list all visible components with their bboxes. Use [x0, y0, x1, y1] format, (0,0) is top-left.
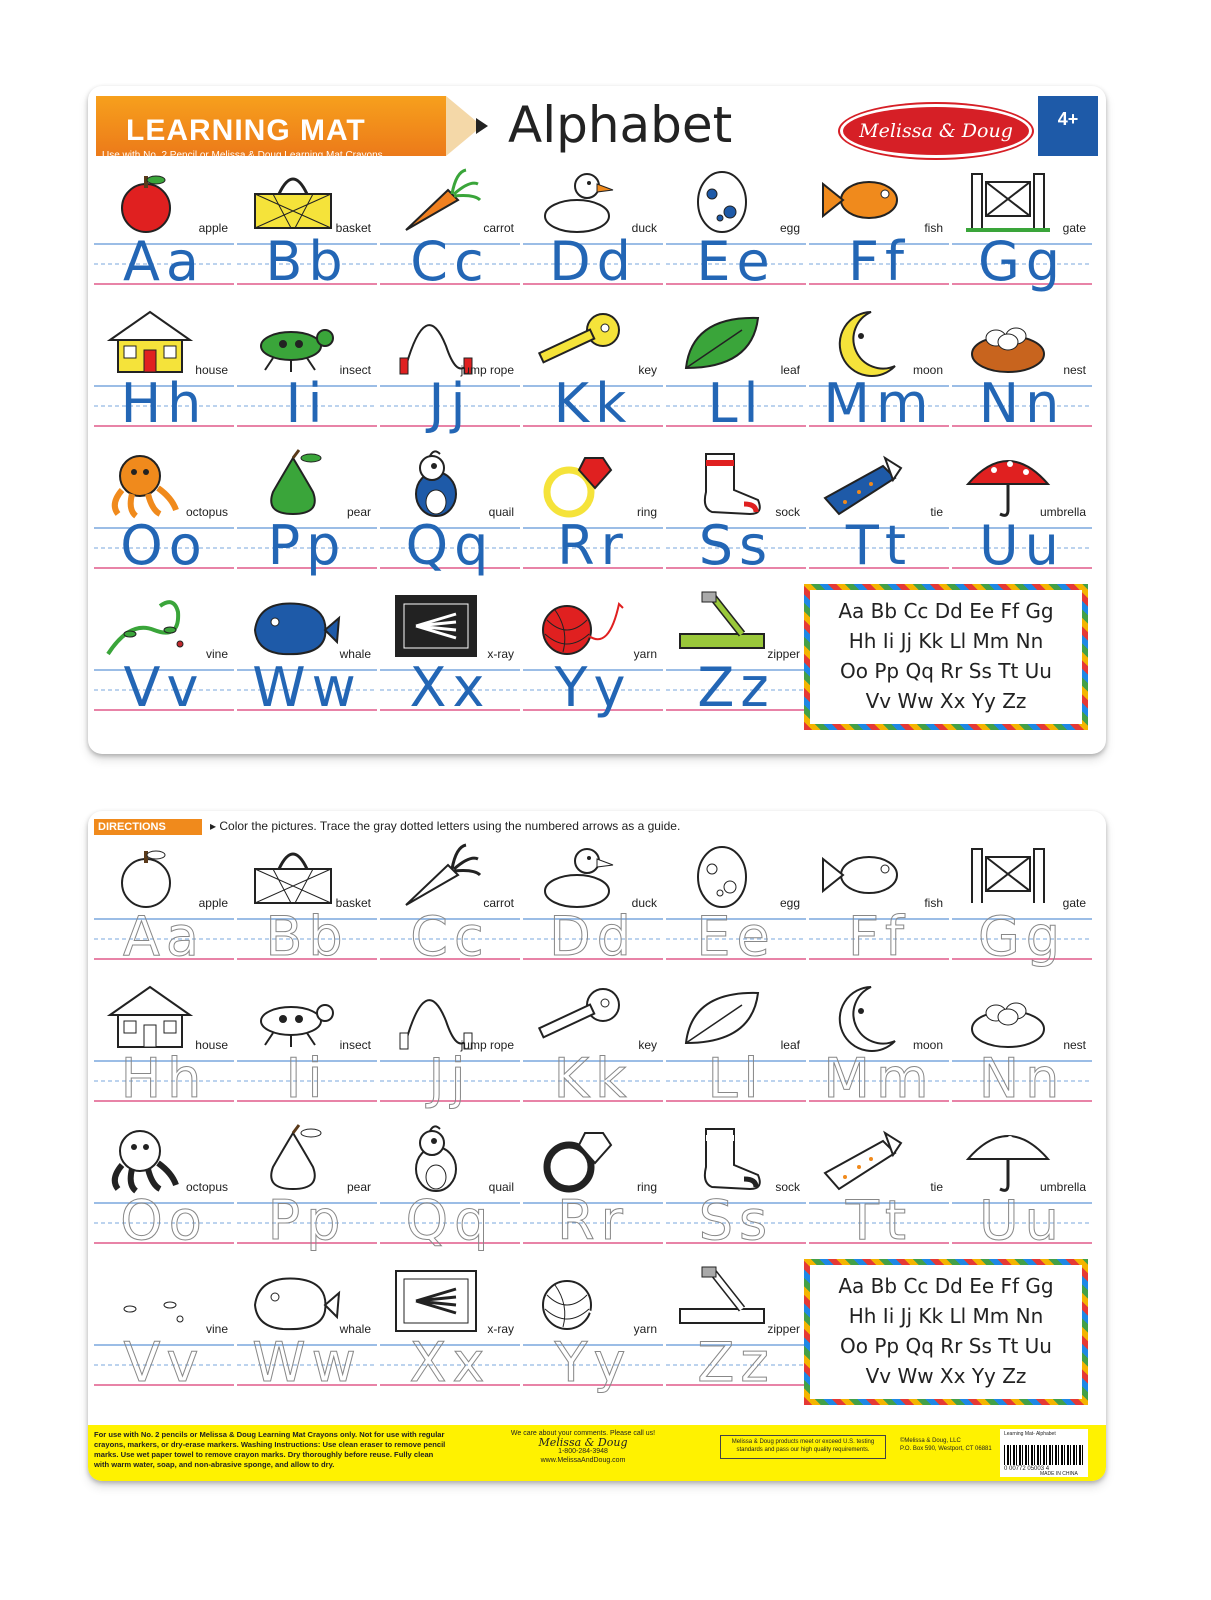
letter-cell-dd: [523, 839, 663, 979]
picture-word: leaf: [780, 1038, 800, 1052]
gate-icon: [958, 839, 1058, 911]
fish-icon: [815, 164, 915, 236]
trace-letters: Vv: [123, 1331, 205, 1394]
learning-mat-trace: [88, 811, 1106, 1481]
picture-word: vine: [205, 1322, 228, 1336]
ring-icon: [529, 1123, 629, 1195]
contact-phone: 1-800-284-3948: [558, 1448, 608, 1455]
directions-label: DIRECTIONS: [94, 819, 202, 835]
insect-icon: [243, 981, 343, 1053]
picture-word: yarn: [633, 1322, 657, 1336]
letter-cell-dd: [523, 164, 663, 304]
basket-icon: [243, 164, 343, 236]
trace-letters: Mm: [823, 1047, 935, 1110]
picture-word: zipper: [767, 1322, 800, 1336]
contact-info: [508, 1429, 658, 1465]
letter-pair: Gg: [977, 230, 1067, 293]
letter-pair: Ff: [847, 230, 911, 293]
picture-word: whale: [339, 1322, 371, 1336]
picture-word: ring: [636, 1180, 657, 1194]
picture-word: tie: [930, 1180, 943, 1194]
letter-pair: Rr: [557, 514, 629, 577]
picture-word: jump rope: [460, 1038, 514, 1052]
safety-notice: Melissa & Doug products meet or exceed U.S. testing standards and pass our high quality requirements.: [720, 1435, 886, 1459]
reference-line-2: Hh Ii Jj Kk Ll Mm Nn: [848, 1304, 1044, 1328]
picture-word: nest: [1063, 363, 1086, 377]
picture-word: apple: [198, 896, 228, 910]
letter-cell-aa: [94, 164, 234, 304]
letter-cell-gg: [952, 839, 1092, 979]
trace-letters: Pp: [267, 1189, 347, 1252]
picture-word: moon: [912, 363, 943, 377]
letter-cell-yy: [523, 1265, 663, 1405]
footer-logo: Melissa & Doug: [538, 1436, 628, 1449]
letter-cell-qq: [380, 448, 520, 588]
letter-cell-ww: [237, 1265, 377, 1405]
trace-letters: Ss: [698, 1189, 774, 1252]
letter-cell-nn: [952, 306, 1092, 446]
picture-word: umbrella: [1039, 505, 1086, 519]
trace-letters: Oo: [120, 1189, 208, 1252]
picture-word: duck: [631, 896, 657, 910]
letter-cell-ii: [237, 981, 377, 1121]
barcode-title: Learning Mat- Alphabet: [1004, 1431, 1056, 1437]
letter-cell-jj: [380, 306, 520, 446]
made-in: MADE IN CHINA: [1040, 1471, 1078, 1477]
house-icon: [100, 981, 200, 1053]
letter-pair: Kk: [553, 372, 633, 435]
letter-pair: Zz: [697, 656, 775, 719]
picture-word: apple: [198, 221, 228, 235]
picture-word: quail: [488, 505, 514, 519]
whale-icon: [243, 590, 343, 662]
pear-icon: [243, 448, 343, 520]
letter-cell-qq: [380, 1123, 520, 1263]
picture-word: quail: [488, 1180, 514, 1194]
house-icon: [100, 306, 200, 378]
trace-letters: Rr: [557, 1189, 629, 1252]
trace-letters: Dd: [549, 905, 637, 968]
picture-word: gate: [1062, 221, 1086, 235]
yarn-icon: [529, 1265, 629, 1337]
insect-icon: [243, 306, 343, 378]
apple-icon: [100, 164, 200, 236]
picture-word: insect: [339, 1038, 371, 1052]
vine-icon: [100, 590, 200, 662]
letter-cell-zz: [666, 1265, 806, 1405]
letter-pair: Ii: [285, 372, 329, 435]
letter-cell-rr: [523, 448, 663, 588]
picture-word: carrot: [483, 221, 514, 235]
letter-cell-vv: [94, 590, 234, 730]
letter-cell-ss: [666, 1123, 806, 1263]
duck-icon: [529, 164, 629, 236]
moon-icon: [815, 981, 915, 1053]
picture-word: house: [195, 363, 228, 377]
letter-cell-bb: [237, 164, 377, 304]
picture-word: tie: [930, 505, 943, 519]
picture-word: carrot: [483, 896, 514, 910]
trace-letters: Kk: [553, 1047, 633, 1110]
trace-letters: Cc: [410, 905, 490, 968]
letter-cell-ee: [666, 839, 806, 979]
picture-word: basket: [335, 896, 371, 910]
trace-letters: Xx: [409, 1331, 491, 1394]
trace-letters: Ww: [252, 1331, 362, 1394]
picture-word: egg: [779, 221, 800, 235]
trace-letters: Ee: [696, 905, 776, 968]
key-icon: [529, 306, 629, 378]
trace-letters: Uu: [979, 1189, 1065, 1252]
trace-letters: Ff: [847, 905, 911, 968]
age-badge: 4+: [1038, 96, 1098, 156]
carrot-icon: [386, 839, 486, 911]
letter-cell-hh: [94, 981, 234, 1121]
trace-letters: Bb: [265, 905, 349, 968]
copyright: [900, 1437, 992, 1453]
barcode-bars-icon: [1004, 1445, 1084, 1465]
brand-logo: Melissa & Doug: [840, 104, 1032, 158]
letter-pair: Qq: [405, 514, 495, 577]
letter-pair: Ww: [252, 656, 362, 719]
picture-word: key: [638, 363, 657, 377]
barcode: [1000, 1429, 1088, 1477]
address-line: P.O. Box 590, Westport, CT 06881: [900, 1446, 992, 1452]
zipper-icon: [672, 590, 772, 662]
copyright-line: ©Melissa & Doug, LLC: [900, 1438, 961, 1444]
letter-cell-zz: [666, 590, 806, 730]
picture-word: octopus: [185, 1180, 228, 1194]
picture-word: key: [638, 1038, 657, 1052]
picture-word: egg: [779, 896, 800, 910]
picture-word: zipper: [767, 647, 800, 661]
letter-pair: Dd: [549, 230, 637, 293]
letter-cell-hh: [94, 306, 234, 446]
picture-word: moon: [912, 1038, 943, 1052]
moon-icon: [815, 306, 915, 378]
trace-letters: Tt: [845, 1189, 913, 1252]
letter-cell-ff: [809, 164, 949, 304]
reference-line-2: Hh Ii Jj Kk Ll Mm Nn: [848, 629, 1044, 653]
letter-cell-aa: [94, 839, 234, 979]
learning-mat-color: [88, 86, 1106, 754]
letter-pair: Xx: [409, 656, 491, 719]
trace-letters: Yy: [554, 1331, 632, 1394]
learning-mat-banner: [96, 96, 446, 161]
yarn-icon: [529, 590, 629, 662]
picture-word: sock: [775, 1180, 800, 1194]
picture-word: duck: [631, 221, 657, 235]
nest-icon: [958, 306, 1058, 378]
picture-word: leaf: [780, 363, 800, 377]
reference-line-1: Aa Bb Cc Dd Ee Ff Gg: [838, 1274, 1054, 1298]
care-instructions: For use with No. 2 pencils or Melissa & Doug Learning Mat Crayons only. Not for use with regular crayons, markers, or dry-erase markers. Washing Instructions: Use clean eraser to remove pencil marks. Use wet paper towel to remove crayon marks. Dry thoroughly before reuse. Fully clean with warm water, soap, and non-abrasive sponge, and allow to dry.: [94, 1430, 446, 1469]
tie-icon: [815, 1123, 915, 1195]
letter-pair: Jj: [428, 372, 472, 435]
letter-pair: Pp: [267, 514, 347, 577]
letter-cell-jj: [380, 981, 520, 1121]
letter-cell-ss: [666, 448, 806, 588]
letter-cell-kk: [523, 306, 663, 446]
letter-pair: Ss: [698, 514, 774, 577]
reference-line-3: Oo Pp Qq Rr Ss Tt Uu: [840, 659, 1052, 683]
letter-cell-pp: [237, 448, 377, 588]
nest-icon: [958, 981, 1058, 1053]
vine-icon: [100, 1265, 200, 1337]
picture-word: insect: [339, 363, 371, 377]
reference-line-4: Vv Ww Xx Yy Zz: [865, 689, 1027, 713]
leaf-icon: [672, 306, 772, 378]
trace-letters: Hh: [120, 1047, 208, 1110]
letter-pair: Oo: [120, 514, 208, 577]
zipper-icon: [672, 1265, 772, 1337]
letter-cell-vv: [94, 1265, 234, 1405]
fish-icon: [815, 839, 915, 911]
picture-word: umbrella: [1039, 1180, 1086, 1194]
letter-cell-yy: [523, 590, 663, 730]
directions-text: ▸ Color the pictures. Trace the gray dotted letters using the numbered arrows as a guide.: [210, 819, 681, 833]
egg-icon: [672, 839, 772, 911]
letter-pair: Tt: [845, 514, 913, 577]
letter-cell-ff: [809, 839, 949, 979]
trace-letters: Gg: [977, 905, 1067, 968]
letter-cell-xx: [380, 590, 520, 730]
letter-cell-xx: [380, 1265, 520, 1405]
letter-cell-pp: [237, 1123, 377, 1263]
ring-icon: [529, 448, 629, 520]
letter-cell-cc: [380, 839, 520, 979]
reference-line-4: Vv Ww Xx Yy Zz: [865, 1364, 1027, 1388]
whale-icon: [243, 1265, 343, 1337]
picture-word: whale: [339, 647, 371, 661]
sock-icon: [672, 1123, 772, 1195]
letter-cell-mm: [809, 306, 949, 446]
trace-letters: Ii: [285, 1047, 329, 1110]
x-ray-icon: [386, 590, 486, 662]
trace-letters: Ll: [707, 1047, 765, 1110]
letter-cell-tt: [809, 1123, 949, 1263]
picture-word: ring: [636, 505, 657, 519]
basket-icon: [243, 839, 343, 911]
letter-cell-ii: [237, 306, 377, 446]
alphabet-reference-box-trace: [804, 1259, 1088, 1405]
pencil-lead-icon: [476, 118, 488, 134]
letter-pair: Yy: [554, 656, 632, 719]
letter-pair: Vv: [123, 656, 205, 719]
letter-pair: Nn: [978, 372, 1066, 435]
contact-url: www.MelissaAndDoug.com: [540, 1457, 626, 1464]
gate-icon: [958, 164, 1058, 236]
leaf-icon: [672, 981, 772, 1053]
letter-pair: Hh: [120, 372, 208, 435]
picture-word: nest: [1063, 1038, 1086, 1052]
picture-word: vine: [205, 647, 228, 661]
letter-cell-oo: [94, 448, 234, 588]
letter-cell-uu: [952, 1123, 1092, 1263]
reference-line-3: Oo Pp Qq Rr Ss Tt Uu: [840, 1334, 1052, 1358]
letter-cell-ll: [666, 981, 806, 1121]
tie-icon: [815, 448, 915, 520]
trace-letters: Nn: [978, 1047, 1066, 1110]
trace-letters: Qq: [405, 1189, 495, 1252]
banner-subtitle: Use with No. 2 Pencil or Melissa & Doug Learning Mat Crayons: [102, 150, 383, 161]
trace-letters: Zz: [697, 1331, 775, 1394]
letter-cell-ww: [237, 590, 377, 730]
letter-cell-rr: [523, 1123, 663, 1263]
letter-pair: Mm: [823, 372, 935, 435]
picture-word: fish: [924, 221, 943, 235]
picture-word: octopus: [185, 505, 228, 519]
key-icon: [529, 981, 629, 1053]
picture-word: fish: [924, 896, 943, 910]
egg-icon: [672, 164, 772, 236]
picture-word: yarn: [633, 647, 657, 661]
quail-icon: [386, 1123, 486, 1195]
apple-icon: [100, 839, 200, 911]
letter-cell-cc: [380, 164, 520, 304]
letter-pair: Bb: [265, 230, 349, 293]
picture-word: pear: [346, 505, 371, 519]
letter-cell-nn: [952, 981, 1092, 1121]
picture-word: jump rope: [460, 363, 514, 377]
picture-word: house: [195, 1038, 228, 1052]
letter-cell-tt: [809, 448, 949, 588]
picture-word: gate: [1062, 896, 1086, 910]
sock-icon: [672, 448, 772, 520]
page-title: Alphabet: [508, 96, 733, 154]
quail-icon: [386, 448, 486, 520]
picture-word: x-ray: [487, 1322, 514, 1336]
picture-word: sock: [775, 505, 800, 519]
trace-letters: Jj: [428, 1047, 472, 1110]
alphabet-reference-box: [804, 584, 1088, 730]
letter-pair: Cc: [410, 230, 490, 293]
carrot-icon: [386, 164, 486, 236]
reference-line-1: Aa Bb Cc Dd Ee Ff Gg: [838, 599, 1054, 623]
letter-cell-bb: [237, 839, 377, 979]
letter-cell-ee: [666, 164, 806, 304]
banner-title: LEARNING MAT: [126, 114, 366, 147]
picture-word: pear: [346, 1180, 371, 1194]
pear-icon: [243, 1123, 343, 1195]
letter-cell-kk: [523, 981, 663, 1121]
letter-pair: Uu: [979, 514, 1065, 577]
letter-cell-mm: [809, 981, 949, 1121]
letter-pair: Aa: [122, 230, 206, 293]
barcode-number: 0 00772 05003 4: [1004, 1466, 1050, 1472]
letter-cell-gg: [952, 164, 1092, 304]
letter-pair: Ll: [707, 372, 765, 435]
trace-letters: Aa: [122, 905, 206, 968]
letter-cell-uu: [952, 448, 1092, 588]
picture-word: basket: [335, 221, 371, 235]
letter-cell-oo: [94, 1123, 234, 1263]
letter-cell-ll: [666, 306, 806, 446]
picture-word: x-ray: [487, 647, 514, 661]
duck-icon: [529, 839, 629, 911]
contact-line: We care about your comments. Please call us!: [510, 1430, 656, 1437]
x-ray-icon: [386, 1265, 486, 1337]
footer-bar: [88, 1425, 1106, 1481]
letter-pair: Ee: [696, 230, 776, 293]
